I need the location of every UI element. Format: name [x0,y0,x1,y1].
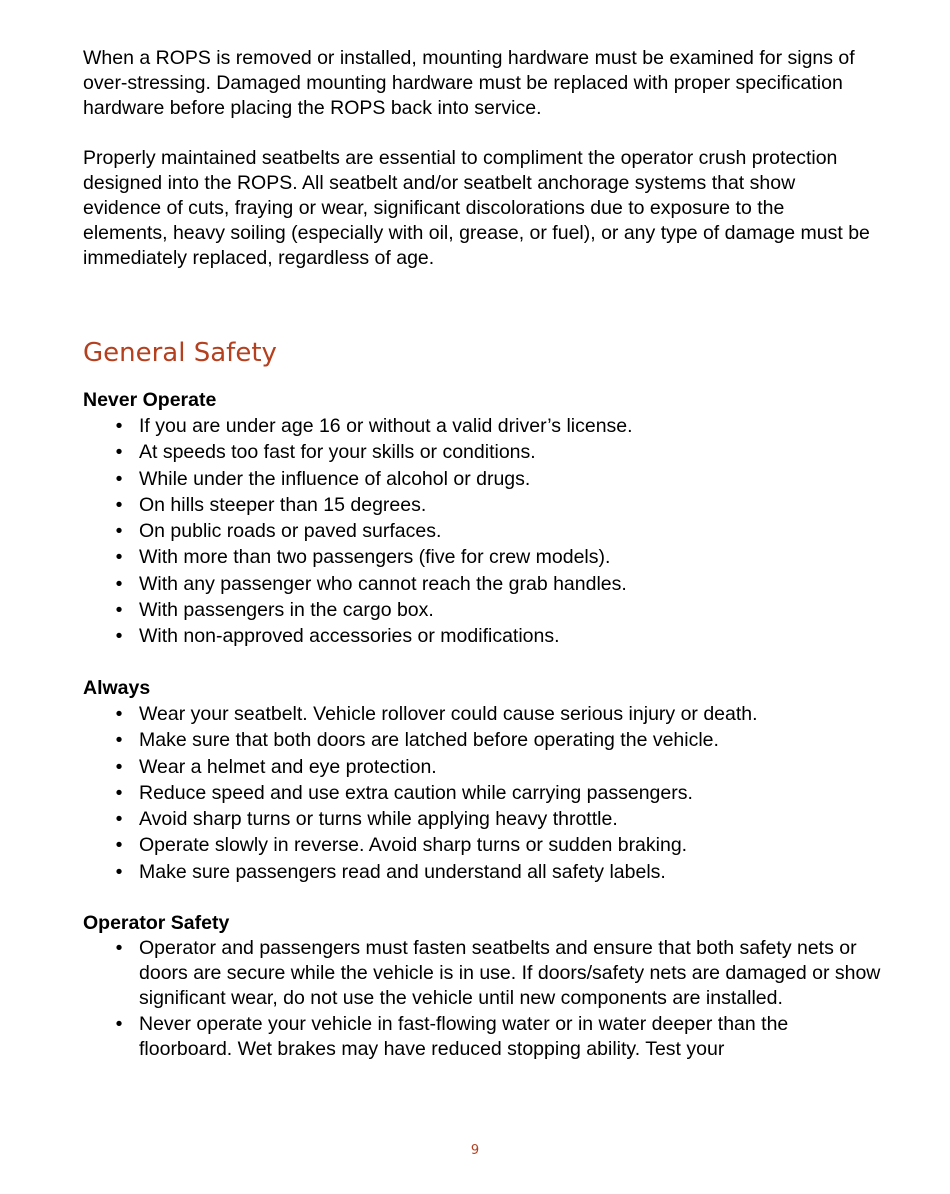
list-item-text: Operator and passengers must fasten seatbelts and ensure that both safety nets or doors are secure while the vehicle is in use. If doors/safety nets are damaged or show significant wear, do not use the vehicle until new components are installed. [139,937,881,1010]
list-item [83,466,883,492]
list-item-text: On public roads or paved surfaces. [139,520,442,543]
always-heading: Always [83,677,151,699]
list-item [83,1012,883,1062]
list-item [83,597,883,623]
bullet-icon: • [115,755,123,778]
list-item [83,859,883,885]
bullet-icon: • [115,467,123,490]
bullet-icon: • [115,781,123,804]
always-list [83,701,883,885]
list-item-text: Wear a helmet and eye protection. [139,755,437,778]
list-item-text: Avoid sharp turns or turns while applying heavy throttle. [139,808,618,831]
page-number: 9 [470,1143,480,1158]
list-item [83,439,883,465]
list-item [83,936,883,1012]
list-item-text: While under the influence of alcohol or drugs. [139,467,531,490]
list-item [83,623,883,649]
bullet-icon: • [115,546,123,569]
bullet-icon: • [115,860,123,883]
always-block [83,675,883,885]
list-item-text: If you are under age 16 or without a valid driver’s license. [139,415,633,437]
bullet-icon: • [115,493,123,516]
list-item-text: With more than two passengers (five for crew models). [139,546,611,569]
never-operate-heading: Never Operate [83,389,217,411]
bullet-icon: • [115,834,123,857]
list-item-text: Never operate your vehicle in fast-flowing water or in water deeper than the floorboard. Wet brakes may have reduced stopping ability. Test your [139,1012,789,1060]
operator-safety-block [83,910,883,1062]
bullet-icon: • [115,520,123,543]
list-item [83,832,883,858]
never-operate-block [83,387,883,650]
list-item [83,806,883,832]
list-item [83,544,883,570]
list-item-text: Operate slowly in reverse. Avoid sharp turns or sudden braking. [139,834,688,857]
list-item-text: At speeds too fast for your skills or conditions. [139,441,536,464]
bullet-icon: • [115,937,123,959]
operator-safety-heading: Operator Safety [83,912,230,934]
list-item-text: With passengers in the cargo box. [139,599,434,622]
list-item [83,754,883,780]
bullet-icon: • [115,572,123,595]
list-item [83,492,883,518]
list-item-text: Reduce speed and use extra caution while carrying passengers. [139,781,693,804]
list-item-text: Make sure passengers read and understand all safety labels. [139,860,666,883]
bullet-icon: • [115,415,123,437]
list-item-text: Make sure that both doors are latched before operating the vehicle. [139,729,719,752]
bullet-icon: • [115,441,123,464]
intro-text [83,46,873,271]
bullet-icon: • [115,703,123,725]
list-item-text: With any passenger who cannot reach the grab handles. [139,572,627,595]
rops-hardware-paragraph: When a ROPS is removed or installed, mounting hardware must be examined for signs of over-stressing. Damaged mounting hardware must be replaced with proper specification hardware before placing the ROPS back into service. [83,47,855,119]
section-title: General Safety [83,338,277,368]
list-item-text: Wear your seatbelt. Vehicle rollover could cause serious injury or death. [139,703,758,725]
list-item [83,727,883,753]
list-item [83,701,883,727]
list-item [83,780,883,806]
bullet-icon: • [115,1012,123,1035]
list-item [83,518,883,544]
never-operate-list [83,413,883,650]
bullet-icon: • [115,625,123,648]
list-item-text: With non-approved accessories or modifications. [139,625,560,648]
bullet-icon: • [115,808,123,831]
list-item-text: On hills steeper than 15 degrees. [139,493,427,516]
bullet-icon: • [115,599,123,622]
list-item [83,413,883,439]
seatbelt-paragraph: Properly maintained seatbelts are essential to compliment the operator crush protection designed into the ROPS. All seatbelt and/or seatbelt anchorage systems that show evidence of cuts, fraying or wear, significant discolorations due to exposure to the elements, heavy soiling (especially with oil, grease, or fuel), or any type of damage must be immediately replaced, regardless of age. [83,147,870,269]
bullet-icon: • [115,729,123,752]
operator-safety-list [83,936,883,1062]
list-item [83,571,883,597]
